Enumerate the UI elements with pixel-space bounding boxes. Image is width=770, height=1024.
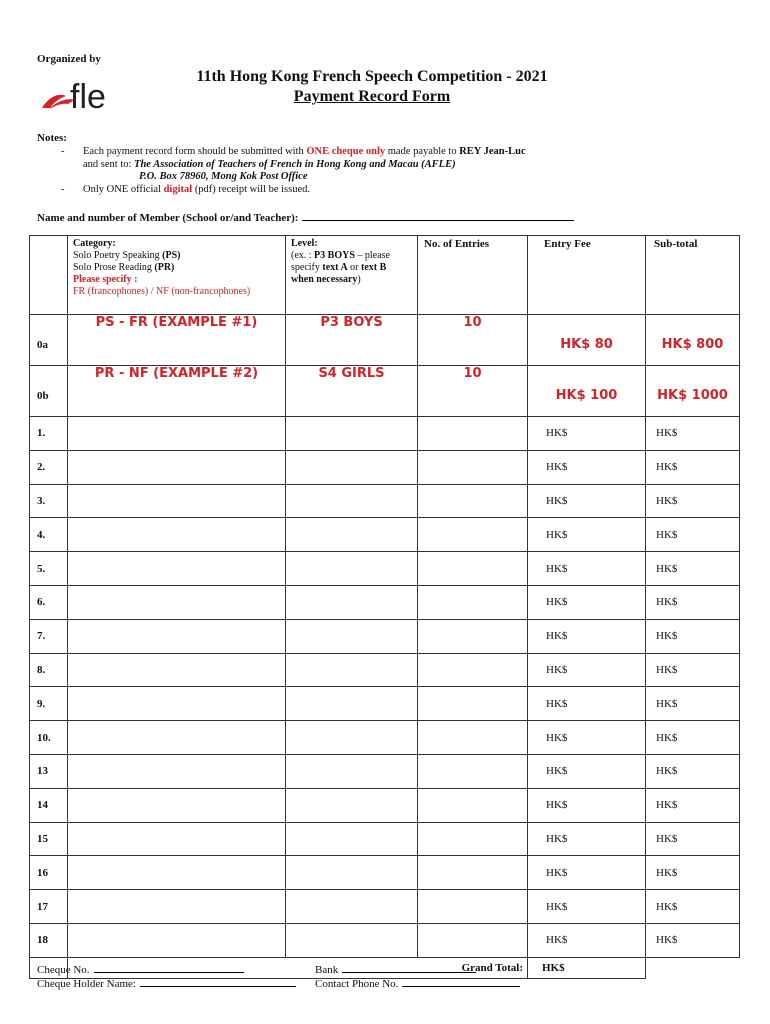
note-text: Each payment record form should be submitted with [83, 146, 307, 157]
subtotal-cell[interactable]: HK$ [646, 687, 740, 721]
fee-cell[interactable]: HK$ [528, 754, 646, 788]
member-field [37, 210, 574, 224]
example-fee: HK$ 80 [528, 315, 646, 366]
table-row [30, 754, 740, 788]
fee-cell[interactable]: HK$ [528, 518, 646, 552]
subtotal-cell[interactable]: HK$ [646, 619, 740, 653]
table-row [30, 923, 740, 957]
example-entries: 10 [418, 315, 528, 366]
table-row [30, 822, 740, 856]
row-number: 14 [30, 788, 68, 822]
subtotal-cell[interactable]: HK$ [646, 822, 740, 856]
note-text: made payable to [385, 146, 460, 157]
row-number: 2. [30, 450, 68, 484]
entries-cell[interactable] [418, 923, 528, 957]
level-cell[interactable] [286, 619, 418, 653]
competition-title: 11th Hong Kong French Speech Competition - 2021 [196, 68, 548, 85]
level-cell[interactable] [286, 754, 418, 788]
entries-cell[interactable] [418, 788, 528, 822]
row-number: 7. [30, 619, 68, 653]
level-text: ) [357, 274, 361, 285]
row-number: 0b [30, 366, 68, 417]
grand-total-label: Grand Total: [68, 957, 528, 978]
level-cell[interactable] [286, 687, 418, 721]
level-cell[interactable] [286, 518, 418, 552]
category-specify: Please specify : [73, 274, 138, 285]
category-code: (PS) [162, 250, 181, 261]
note-2 [61, 184, 603, 197]
holder-field [37, 976, 296, 990]
fee-cell[interactable]: HK$ [528, 687, 646, 721]
grand-total-blank [646, 957, 740, 978]
category-cell[interactable] [68, 822, 286, 856]
subtotal-cell[interactable]: HK$ [646, 585, 740, 619]
address-line-1: The Association of Teachers of French in Hong Kong and Macau (AFLE) [134, 158, 456, 170]
level-text: or [347, 262, 362, 273]
payment-table [29, 235, 740, 979]
table-row [30, 552, 740, 586]
table-row [30, 890, 740, 924]
row-number: 4. [30, 518, 68, 552]
category-text: Solo Prose Reading [73, 262, 155, 273]
level-cell[interactable] [286, 890, 418, 924]
phone-line[interactable] [402, 976, 520, 987]
entries-cell[interactable] [418, 552, 528, 586]
entries-cell[interactable] [418, 484, 528, 518]
bank-line[interactable] [342, 962, 476, 973]
table-row [30, 417, 740, 451]
level-cell[interactable] [286, 450, 418, 484]
holder-label: Cheque Holder Name: [37, 978, 136, 990]
category-cell[interactable] [68, 923, 286, 957]
row-number: 16 [30, 856, 68, 890]
note-highlight: digital [163, 184, 193, 195]
table-row [30, 518, 740, 552]
level-text: – please [354, 250, 390, 261]
fee-cell[interactable]: HK$ [528, 585, 646, 619]
category-cell[interactable] [68, 552, 286, 586]
entries-cell[interactable] [418, 687, 528, 721]
example-fee: HK$ 100 [528, 366, 646, 417]
note-1 [61, 146, 603, 184]
level-header [286, 236, 418, 315]
level-cell[interactable] [286, 552, 418, 586]
entries-cell[interactable] [418, 653, 528, 687]
row-number: 8. [30, 653, 68, 687]
fee-header: Entry Fee [528, 236, 646, 315]
member-input-line[interactable] [302, 210, 574, 221]
example-subtotal: HK$ 800 [646, 315, 740, 366]
fee-cell[interactable]: HK$ [528, 653, 646, 687]
subtotal-cell[interactable]: HK$ [646, 450, 740, 484]
category-code: (PR) [154, 262, 175, 273]
subtotal-cell[interactable]: HK$ [646, 552, 740, 586]
member-label: Name and number of Member (School or/and Teacher): [37, 212, 299, 224]
example-row [30, 366, 740, 417]
category-cell[interactable] [68, 687, 286, 721]
fee-cell[interactable]: HK$ [528, 890, 646, 924]
subtotal-cell[interactable]: HK$ [646, 721, 740, 755]
fee-cell[interactable]: HK$ [528, 619, 646, 653]
organized-by-label: Organized by [37, 53, 101, 65]
note-text: (pdf) receipt will be issued. [192, 184, 310, 195]
cheque-no-line[interactable] [94, 962, 244, 973]
row-number: 6. [30, 585, 68, 619]
phone-label: Contact Phone No. [315, 978, 399, 990]
row-number: 15 [30, 822, 68, 856]
note-text: and sent to: [83, 158, 135, 170]
level-cell[interactable] [286, 856, 418, 890]
bank-label: Bank [315, 964, 339, 976]
fee-cell[interactable]: HK$ [528, 450, 646, 484]
form-title [172, 67, 572, 107]
level-cell[interactable] [286, 923, 418, 957]
example-row [30, 315, 740, 366]
note-dash: - [61, 146, 65, 157]
entries-cell[interactable] [418, 890, 528, 924]
payee-name: REY Jean-Luc [459, 146, 526, 157]
fee-cell[interactable]: HK$ [528, 552, 646, 586]
fee-cell[interactable]: HK$ [528, 417, 646, 451]
svg-text:fle: fle [70, 78, 106, 116]
subtotal-cell[interactable]: HK$ [646, 788, 740, 822]
fee-cell[interactable]: HK$ [528, 788, 646, 822]
example-level: P3 BOYS [286, 315, 418, 366]
note-highlight: ONE cheque only [306, 146, 386, 157]
cheque-no-field [37, 962, 244, 976]
example-level: S4 GIRLS [286, 366, 418, 417]
table-row [30, 653, 740, 687]
fee-cell[interactable]: HK$ [528, 822, 646, 856]
subtotal-cell[interactable]: HK$ [646, 417, 740, 451]
table-header-row [30, 236, 740, 315]
row-number: 10. [30, 721, 68, 755]
subtotal-cell[interactable]: HK$ [646, 484, 740, 518]
form-subtitle: Payment Record Form [293, 88, 451, 105]
category-cell[interactable] [68, 653, 286, 687]
category-text: Solo Poetry Speaking [73, 250, 163, 261]
notes-heading: Notes: [37, 132, 67, 144]
category-cell[interactable] [68, 417, 286, 451]
row-number: 1. [30, 417, 68, 451]
category-cell[interactable] [68, 450, 286, 484]
level-cell[interactable] [286, 417, 418, 451]
category-cell[interactable] [68, 585, 286, 619]
row-number: 3. [30, 484, 68, 518]
entries-cell[interactable] [418, 417, 528, 451]
example-category: PS - FR (EXAMPLE #1) [68, 315, 286, 366]
entries-cell[interactable] [418, 450, 528, 484]
entries-cell[interactable] [418, 721, 528, 755]
category-cell[interactable] [68, 856, 286, 890]
level-text: text B [361, 262, 387, 273]
category-cell[interactable] [68, 484, 286, 518]
category-header [68, 236, 286, 315]
fee-cell[interactable]: HK$ [528, 923, 646, 957]
level-cell[interactable] [286, 721, 418, 755]
category-title: Category: [73, 238, 116, 249]
level-cell[interactable] [286, 585, 418, 619]
note-dash: - [61, 184, 65, 195]
fee-cell[interactable]: HK$ [528, 721, 646, 755]
fee-cell[interactable]: HK$ [528, 856, 646, 890]
row-number: 5. [30, 552, 68, 586]
level-cell[interactable] [286, 484, 418, 518]
num-header [30, 236, 68, 315]
level-title: Level: [291, 238, 318, 249]
entries-cell[interactable] [418, 518, 528, 552]
subtotal-cell[interactable]: HK$ [646, 653, 740, 687]
level-cell[interactable] [286, 653, 418, 687]
table-row [30, 788, 740, 822]
subtotal-cell[interactable]: HK$ [646, 518, 740, 552]
level-text: specify [291, 262, 323, 273]
row-number: 13 [30, 754, 68, 788]
example-category: PR - NF (EXAMPLE #2) [68, 366, 286, 417]
subtotal-cell[interactable]: HK$ [646, 754, 740, 788]
table-row [30, 619, 740, 653]
entries-cell[interactable] [418, 822, 528, 856]
grand-total-value[interactable]: HK$ [528, 957, 646, 978]
afle-logo [38, 70, 128, 116]
subtotal-cell[interactable]: HK$ [646, 923, 740, 957]
table-row [30, 585, 740, 619]
category-cell[interactable] [68, 619, 286, 653]
category-cell[interactable] [68, 788, 286, 822]
subtotal-cell[interactable]: HK$ [646, 856, 740, 890]
entries-cell[interactable] [418, 754, 528, 788]
level-text: when necessary [291, 274, 358, 285]
example-subtotal: HK$ 1000 [646, 366, 740, 417]
table-row [30, 721, 740, 755]
subtotal-cell[interactable]: HK$ [646, 890, 740, 924]
table-row [30, 450, 740, 484]
category-cell[interactable] [68, 518, 286, 552]
address-line-2: P.O. Box 78960, Mong Kok Post Office [139, 171, 308, 182]
row-number: 0a [30, 315, 68, 366]
category-cell[interactable] [68, 721, 286, 755]
subtotal-header: Sub-total [646, 236, 740, 315]
category-cell[interactable] [68, 890, 286, 924]
cheque-no-label: Cheque No. [37, 964, 90, 976]
table-row [30, 484, 740, 518]
category-options: FR (francophones) / NF (non-francophones) [73, 286, 251, 297]
entries-cell[interactable] [418, 856, 528, 890]
entries-cell[interactable] [418, 619, 528, 653]
table-row [30, 687, 740, 721]
row-number: 9. [30, 687, 68, 721]
level-cell[interactable] [286, 822, 418, 856]
row-number: 18 [30, 923, 68, 957]
table-row [30, 856, 740, 890]
level-text: text A [322, 262, 348, 273]
fee-cell[interactable]: HK$ [528, 484, 646, 518]
level-cell[interactable] [286, 788, 418, 822]
level-text: P3 BOYS [314, 250, 355, 261]
entries-cell[interactable] [418, 585, 528, 619]
row-number: 17 [30, 890, 68, 924]
holder-line[interactable] [140, 976, 296, 987]
example-entries: 10 [418, 366, 528, 417]
note-text: Only ONE official [83, 184, 164, 195]
phone-field [315, 976, 520, 990]
bank-field [315, 962, 476, 976]
category-cell[interactable] [68, 754, 286, 788]
level-text: (ex. : [291, 250, 315, 261]
entries-header: No. of Entries [418, 236, 528, 315]
